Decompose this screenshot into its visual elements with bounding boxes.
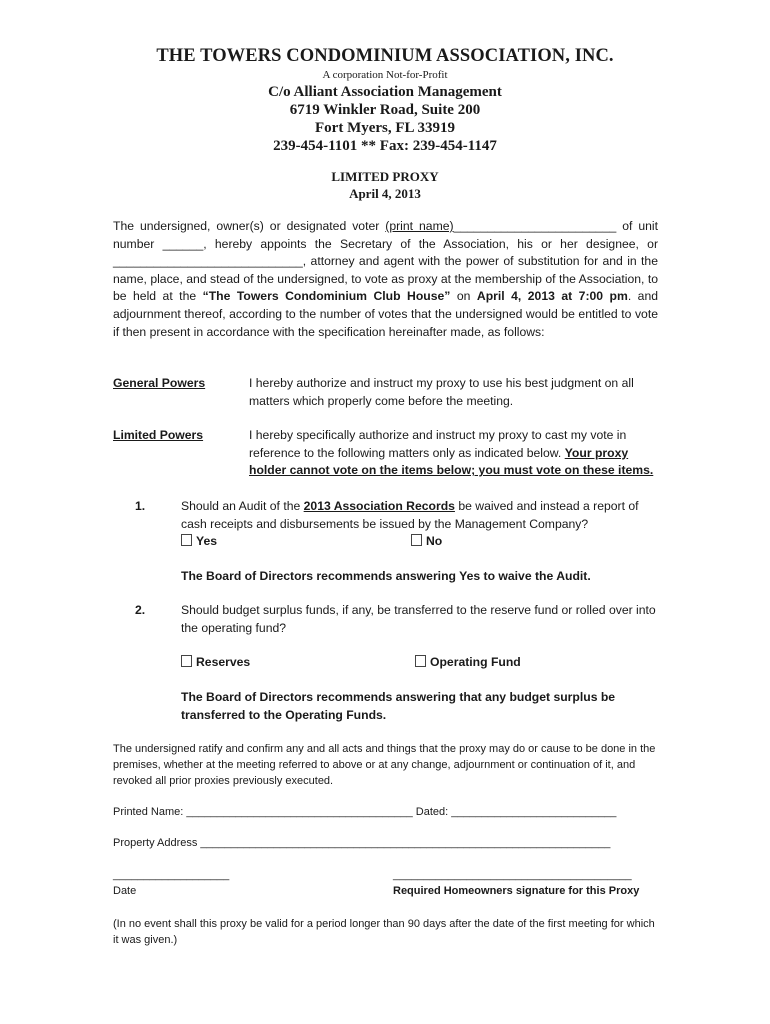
q2-operating-fund-option[interactable]: Operating Fund xyxy=(415,654,521,672)
limited-powers-label: Limited Powers xyxy=(113,428,204,442)
checkbox-icon[interactable] xyxy=(415,655,426,667)
city-address: Fort Myers, FL 33919 xyxy=(315,120,455,136)
q2-reserves-option[interactable]: Reserves xyxy=(181,654,250,672)
property-address-field[interactable]: Property Address ___________________________________________________________________ xyxy=(113,837,611,849)
checkbox-icon[interactable] xyxy=(181,655,192,667)
org-type: A corporation Not-for-Profit xyxy=(322,69,448,81)
mgmt-company: C/o Alliant Association Management xyxy=(268,84,502,100)
signature-label: Required Homeowners signature for this Proxy xyxy=(393,885,640,897)
question-1-number: 1. xyxy=(135,499,146,513)
q1-no-option[interactable]: No xyxy=(411,533,442,551)
org-name: THE TOWERS CONDOMINIUM ASSOCIATION, INC. xyxy=(156,46,614,66)
general-powers-text: I hereby authorize and instruct my proxy to use his best judgment on all matters which properly come before the meeting. xyxy=(249,376,634,408)
venue: “The Towers Condominium Club House” xyxy=(202,289,451,304)
limited-powers-text: I hereby specifically authorize and instruct my proxy to cast my vote in reference to the following matters only as indicated below. Your proxy holder cannot vote on the items below; you must vote on these items. xyxy=(249,428,654,478)
doc-date: April 4, 2013 xyxy=(349,186,421,201)
general-powers-label: General Powers xyxy=(113,376,206,390)
q1-yes-option[interactable]: Yes xyxy=(181,533,217,551)
limited-powers-emphasis: Your proxy holder cannot vote on the items below; you must vote on these items. xyxy=(249,445,654,478)
doc-title: LIMITED PROXY xyxy=(331,169,439,184)
date-line[interactable]: ___________________ xyxy=(113,869,230,881)
street-address: 6719 Winkler Road, Suite 200 xyxy=(289,102,481,118)
ratify-paragraph: The undersigned ratify and confirm any and all acts and things that the proxy may do or cause to be done in the premises, whether at the meeting referred to above or at any change, adjournment or continuation of it, and revoked all prior proxies previously executed. xyxy=(113,743,656,787)
signature-line[interactable]: _______________________________________ xyxy=(393,869,632,881)
question-2-number: 2. xyxy=(135,603,146,617)
question-2-text: Should budget surplus funds, if any, be transferred to the reserve fund or rolled over into the operating fund? xyxy=(181,603,656,635)
q2-recommendation: The Board of Directors recommends answering that any budget surplus be transferred to the Operating Funds. xyxy=(181,690,616,722)
meeting-time: April 4, 2013 at 7:00 pm xyxy=(476,289,628,304)
q1-recommendation: The Board of Directors recommends answering Yes to waive the Audit. xyxy=(181,569,591,583)
intro-paragraph: The undersigned, owner(s) or designated voter (print name)________________________ of unit number ______, hereby appoints the Secretary of the Association, his or her designee, or ____________________________, attorney and agent with the power of substitution for and in the name, place, and stead of the undersigned, to vote as proxy at the membership of the Association, to be held at the “The Towers Condominium Club House” on April 4, 2013 at 7:00 pm. and adjournment thereof, according to the number of votes that the undersigned would be entitled to vote if then present in accordance with the specification hereinafter made, as follows: xyxy=(113,219,659,339)
print-name-field[interactable]: (print name) xyxy=(385,219,454,233)
validity-note: (In no event shall this proxy be valid for a period longer than 90 days after the date of the first meeting for which it was given.) xyxy=(113,918,655,946)
question-1-text: Should an Audit of the 2013 Association Records be waived and instead a report of cash receipts and disbursements be issued by the Management Company? xyxy=(181,499,639,531)
checkbox-icon[interactable] xyxy=(411,534,422,546)
records-year: 2013 Association Records xyxy=(303,499,455,513)
checkbox-icon[interactable] xyxy=(181,534,192,546)
date-label: Date xyxy=(113,885,137,897)
printed-name-date-field[interactable]: Printed Name: _____________________________________ Dated: ___________________________ xyxy=(113,806,617,818)
phone-fax: 239-454-1101 ** Fax: 239-454-1147 xyxy=(273,138,497,154)
